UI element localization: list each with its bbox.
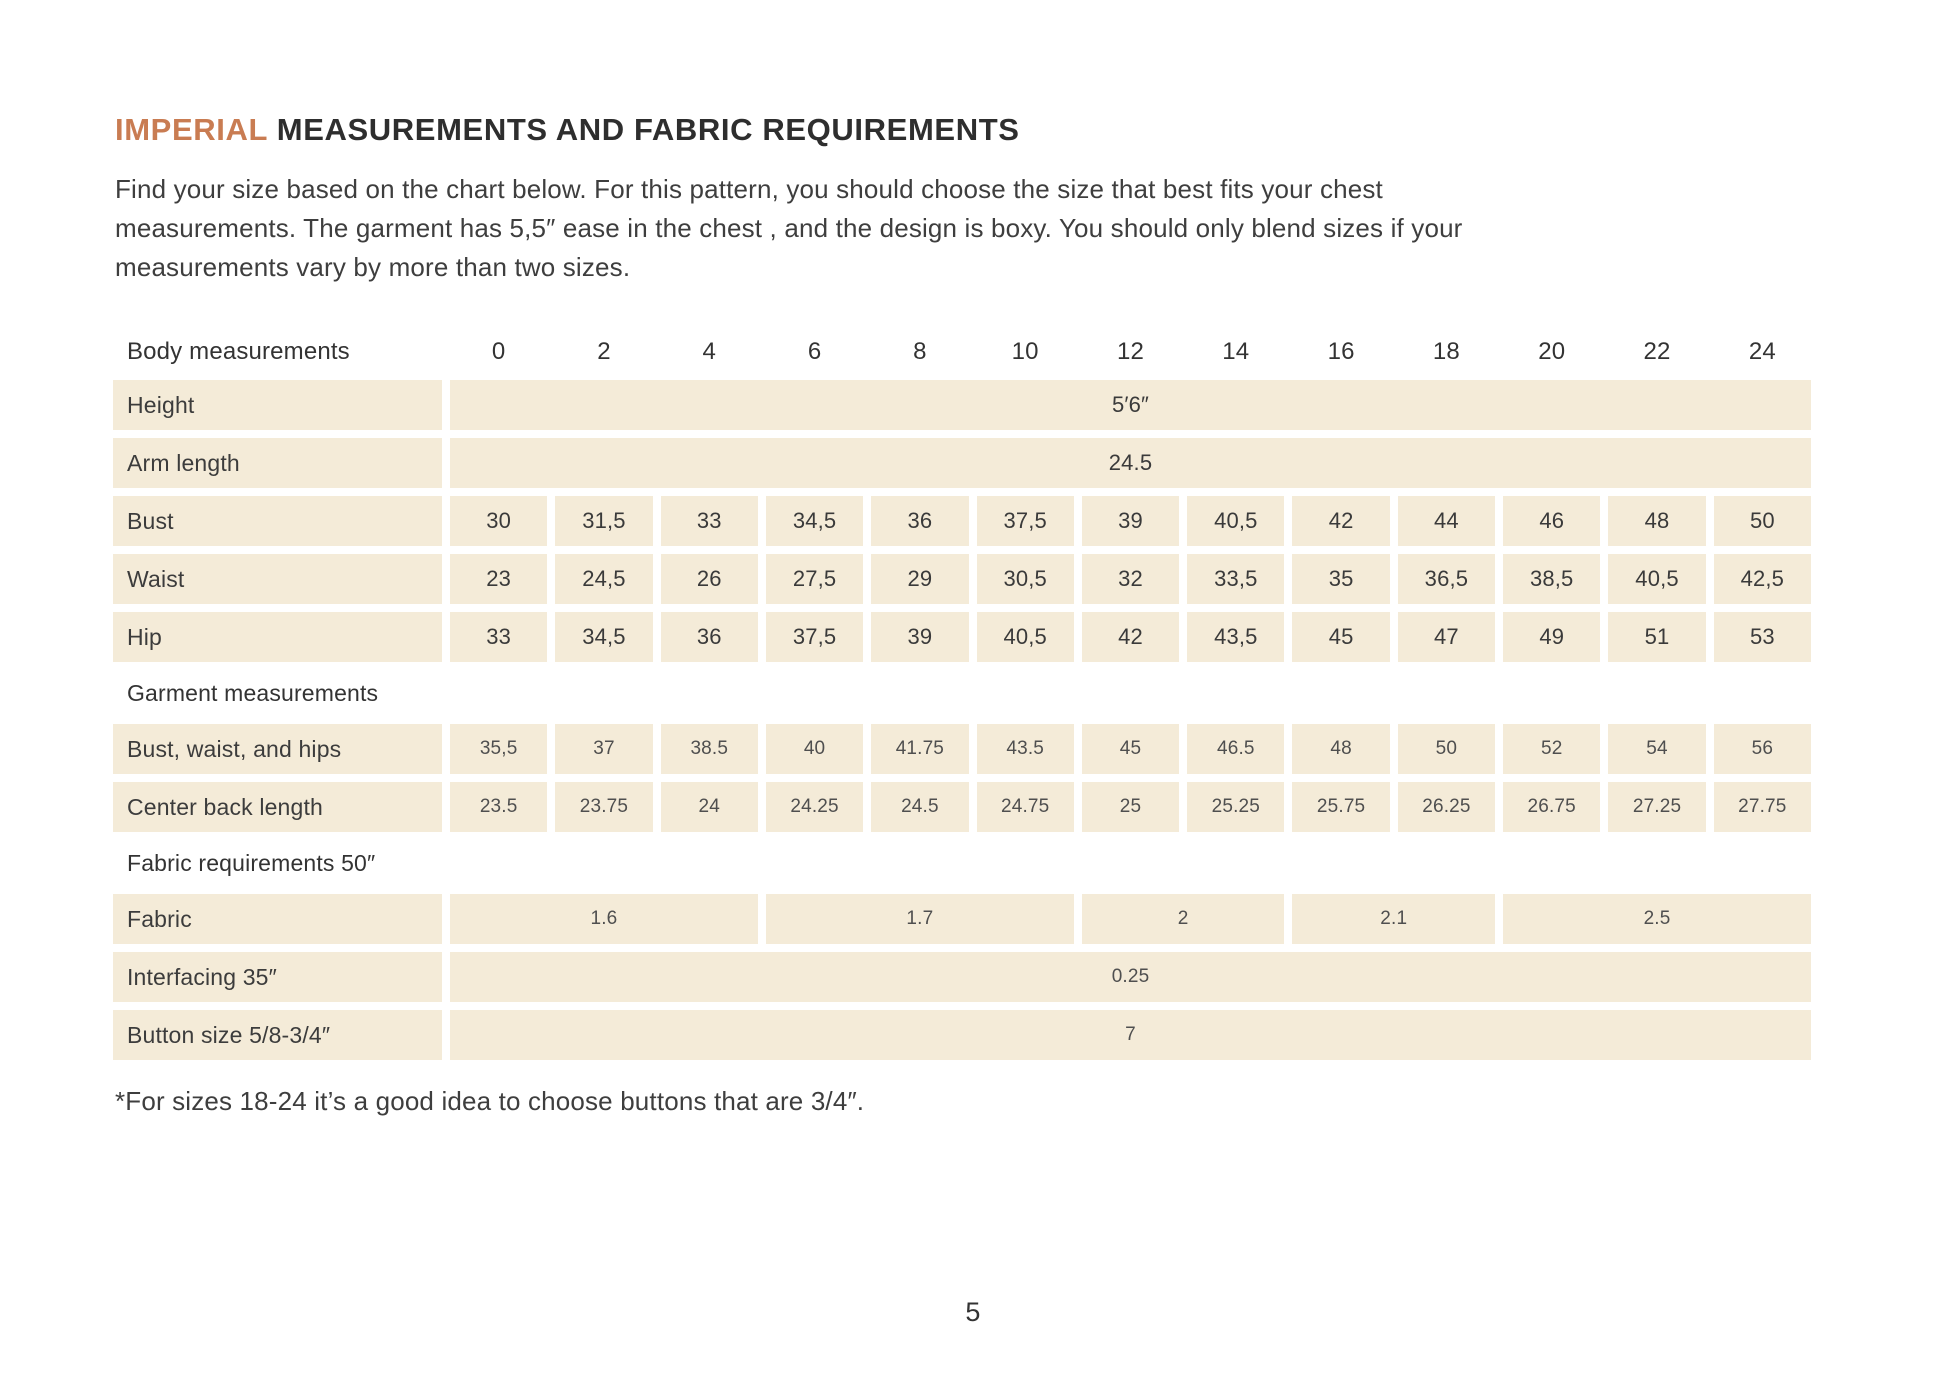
value-cell: 36,5 xyxy=(1398,554,1495,604)
value-cell: 25.75 xyxy=(1292,782,1389,832)
value-cell: 26.75 xyxy=(1503,782,1600,832)
value-cell: 45 xyxy=(1082,724,1179,774)
value-cell: 40,5 xyxy=(1608,554,1705,604)
group-value-cell: 2.1 xyxy=(1292,894,1495,944)
value-cell: 46.5 xyxy=(1187,724,1284,774)
value-cell: 38.5 xyxy=(661,724,758,774)
value-cell: 24.25 xyxy=(766,782,863,832)
size-column-header: 18 xyxy=(1432,338,1460,365)
value-cell: 24.5 xyxy=(871,782,968,832)
value-cell: 36 xyxy=(871,496,968,546)
value-cell: 45 xyxy=(1292,612,1389,662)
value-cell: 27,5 xyxy=(766,554,863,604)
size-column-header: 22 xyxy=(1643,338,1671,365)
merged-value-cell: 5′6″ xyxy=(450,380,1811,430)
value-cell: 31,5 xyxy=(555,496,652,546)
page-title-rest: MEASUREMENTS AND FABRIC REQUIREMENTS xyxy=(267,112,1020,147)
value-cell: 27.25 xyxy=(1608,782,1705,832)
size-column-header: 16 xyxy=(1327,338,1355,365)
section-header: Fabric requirements 50″ xyxy=(113,840,1811,886)
value-cell: 32 xyxy=(1082,554,1179,604)
value-cell: 35,5 xyxy=(450,724,547,774)
value-cell: 39 xyxy=(1082,496,1179,546)
value-cell: 40,5 xyxy=(1187,496,1284,546)
value-cell: 42 xyxy=(1292,496,1389,546)
value-cell: 37,5 xyxy=(977,496,1074,546)
value-cell: 26.25 xyxy=(1398,782,1495,832)
value-cell: 33 xyxy=(450,612,547,662)
value-cell: 34,5 xyxy=(766,496,863,546)
merged-value-cell: 24.5 xyxy=(450,438,1811,488)
value-cell: 24.75 xyxy=(977,782,1074,832)
value-cell: 38,5 xyxy=(1503,554,1600,604)
size-column-header: 10 xyxy=(1011,338,1039,365)
page-title xyxy=(115,112,1946,148)
group-value-cell: 2.5 xyxy=(1503,894,1811,944)
value-cell: 39 xyxy=(871,612,968,662)
merged-value-cell: 7 xyxy=(450,1010,1811,1060)
group-value-cell: 1.7 xyxy=(766,894,1074,944)
value-cell: 40 xyxy=(766,724,863,774)
value-cell: 30 xyxy=(450,496,547,546)
size-column-header: 4 xyxy=(702,338,717,365)
size-column-header: 0 xyxy=(491,338,506,365)
group-value-cell: 2 xyxy=(1082,894,1285,944)
row-label: Fabric xyxy=(113,894,442,944)
value-cell: 54 xyxy=(1608,724,1705,774)
value-cell: 24 xyxy=(661,782,758,832)
value-cell: 53 xyxy=(1714,612,1811,662)
value-cell: 42 xyxy=(1082,612,1179,662)
size-column-header: 8 xyxy=(913,338,927,365)
value-cell: 35 xyxy=(1292,554,1389,604)
row-label: Arm length xyxy=(113,438,442,488)
value-cell: 23.75 xyxy=(555,782,652,832)
size-column-header: 6 xyxy=(807,338,822,365)
value-cell: 37 xyxy=(555,724,652,774)
row-label: Bust xyxy=(113,496,442,546)
row-label: Center back length xyxy=(113,782,442,832)
value-cell: 50 xyxy=(1398,724,1495,774)
value-cell: 23.5 xyxy=(450,782,547,832)
value-cell: 43,5 xyxy=(1187,612,1284,662)
intro-line: measurements vary by more than two sizes. xyxy=(115,252,631,282)
row-label: Waist xyxy=(113,554,442,604)
value-cell: 33 xyxy=(661,496,758,546)
section-header: Garment measurements xyxy=(113,670,1811,716)
value-cell: 47 xyxy=(1398,612,1495,662)
merged-value-cell: 0.25 xyxy=(450,952,1811,1002)
value-cell: 23 xyxy=(450,554,547,604)
value-cell: 49 xyxy=(1503,612,1600,662)
value-cell: 29 xyxy=(871,554,968,604)
value-cell: 50 xyxy=(1714,496,1811,546)
value-cell: 44 xyxy=(1398,496,1495,546)
row-label: Interfacing 35″ xyxy=(113,952,442,1002)
page-title-highlight: IMPERIAL xyxy=(115,112,268,147)
value-cell: 52 xyxy=(1503,724,1600,774)
value-cell: 25.25 xyxy=(1187,782,1284,832)
value-cell: 34,5 xyxy=(555,612,652,662)
row-label: Button size 5/8-3/4″ xyxy=(113,1010,442,1060)
table-corner-label: Body measurements xyxy=(127,338,350,365)
footnote: *For sizes 18-24 it’s a good idea to choose buttons that are 3/4″. xyxy=(115,1086,865,1116)
value-cell: 33,5 xyxy=(1187,554,1284,604)
intro-line: Find your size based on the chart below. For this pattern, you should choose the size that best fits your chest xyxy=(115,174,1383,204)
size-column-header: 2 xyxy=(597,338,611,365)
value-cell: 26 xyxy=(661,554,758,604)
size-table xyxy=(113,332,1811,1060)
value-cell: 43.5 xyxy=(977,724,1074,774)
size-column-header: 24 xyxy=(1748,338,1776,365)
row-label: Bust, waist, and hips xyxy=(113,724,442,774)
intro-line: measurements. The garment has 5,5″ ease in the chest , and the design is boxy. You should only blend sizes if your xyxy=(115,213,1463,243)
value-cell: 51 xyxy=(1608,612,1705,662)
value-cell: 48 xyxy=(1608,496,1705,546)
size-column-header: 12 xyxy=(1116,338,1144,365)
page-number: 5 xyxy=(965,1297,981,1327)
value-cell: 56 xyxy=(1714,724,1811,774)
size-column-header: 20 xyxy=(1538,338,1566,365)
value-cell: 24,5 xyxy=(555,554,652,604)
intro-paragraph xyxy=(115,170,1946,287)
value-cell: 48 xyxy=(1292,724,1389,774)
size-column-header: 14 xyxy=(1222,338,1250,365)
value-cell: 41.75 xyxy=(871,724,968,774)
value-cell: 30,5 xyxy=(977,554,1074,604)
value-cell: 25 xyxy=(1082,782,1179,832)
value-cell: 36 xyxy=(661,612,758,662)
value-cell: 27.75 xyxy=(1714,782,1811,832)
value-cell: 46 xyxy=(1503,496,1600,546)
row-label: Height xyxy=(113,380,442,430)
value-cell: 42,5 xyxy=(1714,554,1811,604)
value-cell: 37,5 xyxy=(766,612,863,662)
value-cell: 40,5 xyxy=(977,612,1074,662)
row-label: Hip xyxy=(113,612,442,662)
group-value-cell: 1.6 xyxy=(450,894,758,944)
